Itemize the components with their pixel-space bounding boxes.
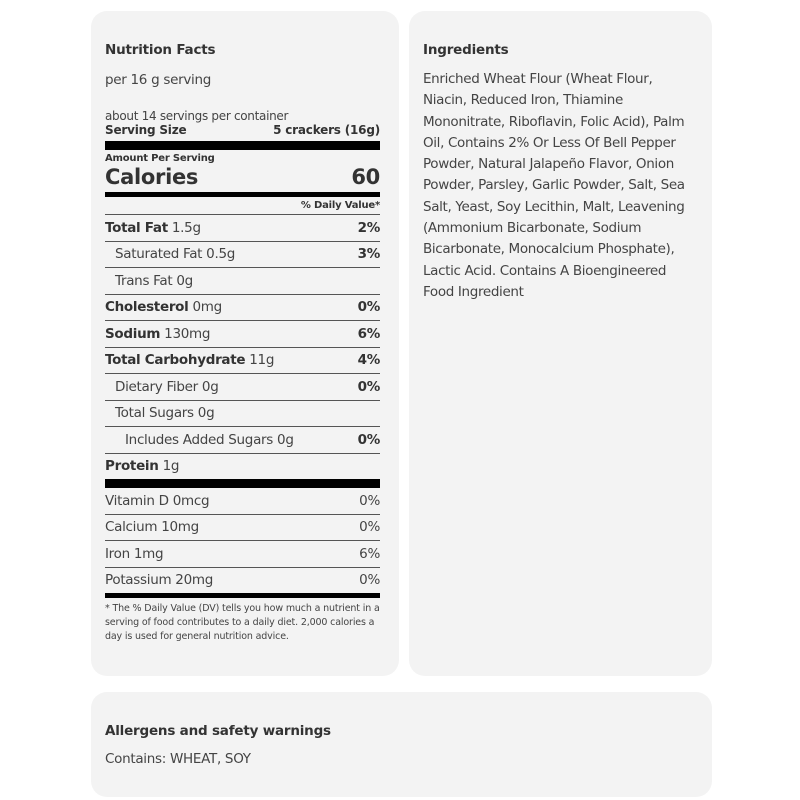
nutrient-daily-value: 6%	[357, 325, 380, 342]
ingredients-panel	[409, 11, 712, 676]
serving-size-label: Serving Size	[105, 123, 187, 137]
nutrient-daily-value: 0%	[357, 378, 380, 395]
allergens-panel	[91, 692, 712, 797]
nutrient-name-amount	[105, 352, 274, 368]
nutrient-amount: 0g	[197, 405, 215, 422]
nutrient-name: Total Carbohydrate	[105, 352, 246, 369]
nutrient-amount: 0mg	[192, 299, 222, 316]
nutrient-amount: 0g	[277, 431, 294, 448]
vitamin-daily-value: 0%	[359, 572, 380, 589]
vitamin-daily-value: 6%	[359, 545, 380, 562]
thick-divider	[105, 141, 380, 150]
nutrient-row	[105, 268, 380, 295]
nutrient-name: Total Fat	[105, 219, 168, 236]
nutrient-amount: 11g	[249, 352, 275, 369]
nutrient-row	[105, 454, 380, 480]
calories-row	[105, 165, 380, 189]
nutrient-row	[105, 215, 380, 242]
nutrition-facts-title: Nutrition Facts	[105, 42, 216, 58]
nutrient-row	[105, 374, 380, 401]
vitamin-label: Vitamin D 0mcg	[105, 492, 210, 509]
nutrient-daily-value: 4%	[357, 352, 380, 369]
nutrient-name-amount	[105, 246, 235, 262]
vitamin-row	[105, 515, 380, 542]
nutrient-row	[105, 401, 380, 428]
nutrient-daily-value: 0%	[357, 431, 380, 448]
nutrient-name: Total Sugars	[115, 405, 194, 422]
nutrient-name-amount	[105, 405, 214, 421]
nutrient-name-amount	[105, 379, 218, 395]
nutrient-row	[105, 348, 380, 375]
nutrient-name-amount	[105, 326, 210, 342]
ingredients-title: Ingredients	[423, 42, 509, 58]
nutrient-amount: 1.5g	[171, 219, 201, 236]
per-serving-text: per 16 g serving	[105, 72, 212, 88]
nutrient-daily-value: 0%	[357, 299, 380, 316]
nutrient-name: Includes Added Sugars	[125, 431, 274, 448]
thick-divider	[105, 479, 380, 488]
nutrient-row	[105, 295, 380, 322]
nutrient-name: Protein	[105, 458, 159, 475]
nutrient-list	[105, 215, 380, 479]
vitamin-daily-value: 0%	[359, 519, 380, 536]
vitamin-list	[105, 488, 380, 593]
nutrient-row	[105, 242, 380, 269]
nutrient-name-amount	[105, 273, 193, 289]
nutrient-amount: 0.5g	[206, 246, 236, 263]
nutrient-name: Cholesterol	[105, 299, 189, 316]
nutrient-name: Trans Fat	[115, 272, 173, 289]
vitamin-label: Calcium 10mg	[105, 519, 199, 536]
nutrition-facts-panel	[91, 11, 399, 676]
allergens-text: Contains: WHEAT, SOY	[105, 751, 251, 767]
nutrient-daily-value: 2%	[357, 219, 380, 236]
nutrient-name-amount	[105, 220, 201, 236]
nutrient-name: Sodium	[105, 325, 161, 342]
medium-divider	[105, 593, 380, 598]
vitamin-row	[105, 541, 380, 568]
nutrient-amount: 1g	[162, 458, 180, 475]
amount-per-serving: Amount Per Serving	[105, 153, 215, 164]
nutrient-amount: 130mg	[164, 325, 211, 342]
daily-value-header: % Daily Value*	[105, 197, 380, 215]
nutrition-label	[105, 109, 380, 644]
nutrient-daily-value: 3%	[357, 246, 380, 263]
nutrient-amount: 0g	[201, 378, 219, 395]
nutrient-name: Dietary Fiber	[115, 378, 198, 395]
nutrient-row	[105, 427, 380, 454]
serving-size-value: 5 crackers (16g)	[273, 123, 380, 137]
servings-per-container: about 14 servings per container	[105, 109, 289, 123]
allergens-title: Allergens and safety warnings	[105, 723, 331, 739]
nutrient-amount: 0g	[176, 272, 193, 289]
vitamin-row	[105, 568, 380, 594]
calories-label: Calories	[105, 165, 199, 189]
vitamin-label: Iron 1mg	[105, 545, 164, 562]
nutrient-row	[105, 321, 380, 348]
serving-size-row	[105, 123, 380, 138]
nutrient-name-amount	[105, 458, 179, 474]
calories-value: 60	[351, 165, 380, 189]
ingredients-text: Enriched Wheat Flour (Wheat Flour, Niacin, Reduced Iron, Thiamine Mononitrate, Riboflavin, Folic Acid), Palm Oil, Contains 2% Or Less Of Bell Pepper Powder, Natural Jalapeño Flavor, Onion Powder, Parsley, Garlic Powder, Salt, Sea Salt, Yeast, Soy Lecithin, Malt, Leavening (Ammonium Bicarbonate, Sodium Bicarbonate, Monocalcium Phosphate), Lactic Acid. Contains A Bioengineered Food Ingredient	[423, 71, 685, 300]
nutrient-name: Saturated Fat	[115, 246, 203, 263]
nutrient-name-amount	[105, 299, 222, 315]
vitamin-daily-value: 0%	[359, 492, 380, 509]
nutrient-name-amount	[105, 432, 294, 448]
daily-value-footnote: * The % Daily Value (DV) tells you how much a nutrient in a serving of food contributes to a daily diet. 2,000 calories a day is used for general nutrition advice.	[105, 603, 380, 642]
vitamin-label: Potassium 20mg	[105, 572, 213, 589]
vitamin-row	[105, 488, 380, 515]
